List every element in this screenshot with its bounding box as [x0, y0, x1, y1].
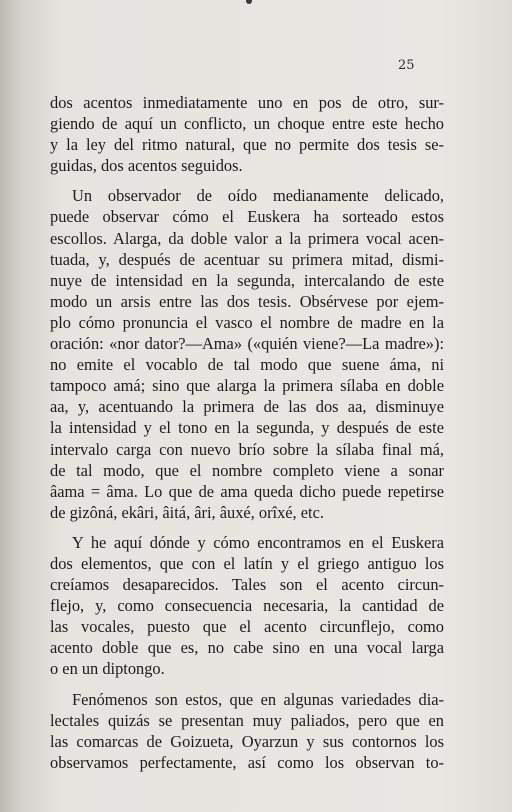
- text-line: escollos. Alarga, da doble valor a la primera vocal acen-: [50, 228, 444, 248]
- text-line: âama = âma. Lo que de ama queda dicho puede repetirse: [50, 481, 444, 501]
- text-line: dos acentos inmediatamente uno en pos de otro, sur-: [50, 93, 444, 112]
- text-line: las vocales, puesto que el acento circunflejo, como: [50, 617, 444, 637]
- text-line: no emite el vocablo de tal modo que suene áma, ni: [50, 355, 444, 375]
- text-line: plo cómo pronuncia el vasco el nombre de madre en la: [50, 312, 444, 332]
- text-line: Un observador de oído medianamente delicado,: [72, 186, 444, 206]
- text-line: giendo de aquí un conflicto, un choque entre este hecho: [50, 114, 444, 134]
- page-number: 25: [398, 58, 415, 73]
- text-line: Y he aquí dónde y cómo encontramos en el Euskera: [72, 532, 444, 552]
- text-line: dos elementos, que con el latín y el griego antiguo los: [50, 553, 444, 573]
- paragraph-2: [50, 185, 444, 523]
- text-line: las comarcas de Goizueta, Oyarzun y sus contornos los: [50, 731, 444, 751]
- text-line: la intensidad y el tono en la segunda, y después de este: [50, 418, 444, 438]
- paragraph-1: [50, 92, 444, 176]
- body-text: [50, 92, 444, 773]
- text-line: acento doble que es, no cabe sino en una vocal larga: [50, 638, 444, 658]
- text-line: o en un diptongo.: [50, 659, 165, 679]
- text-line: intervalo carga con nuevo brío sobre la sílaba final má,: [50, 439, 444, 459]
- paragraph-4: [50, 689, 444, 773]
- text-line: modo un arsis entre las dos tesis. Obsérvese por ejem-: [50, 291, 444, 311]
- text-line: flejo, y, como consecuencia necesaria, la cantidad de: [50, 596, 444, 616]
- text-line: creíamos desaparecidos. Tales son el acento circun-: [50, 575, 444, 595]
- text-line: tampoco amá; sino que alarga la primera sílaba en doble: [50, 376, 444, 396]
- text-line: guidas, dos acentos seguidos.: [50, 156, 243, 176]
- text-line: puede observar cómo el Euskera ha sorteado estos: [50, 207, 444, 227]
- page-edge-mark: [246, 0, 252, 4]
- text-line: de tal modo, que el nombre completo viene a sonar: [50, 460, 444, 480]
- text-line: tuada, y, después de acentuar su primera mitad, dismi-: [50, 249, 444, 269]
- text-line: observamos perfectamente, así como los observan to-: [50, 752, 444, 772]
- text-line: lectales quizás se presentan muy paliados, pero que en: [50, 710, 444, 730]
- paragraph-3: [50, 532, 444, 680]
- text-line: Fenómenos son estos, que en algunas variedades dia-: [72, 689, 444, 709]
- text-line: nuye de intensidad en la segunda, intercalando de este: [50, 270, 444, 290]
- text-line: y la ley del ritmo natural, que no permite dos tesis se-: [50, 135, 444, 155]
- text-line: aa, y, acentuando la primera de las dos aa, disminuye: [50, 397, 444, 417]
- text-line: oración: «nor dator?—Ama» («quién viene?—La madre»):: [50, 334, 444, 354]
- text-line: de gizôná, ekâri, âitá, âri, âuxé, orîxé, etc.: [50, 502, 324, 522]
